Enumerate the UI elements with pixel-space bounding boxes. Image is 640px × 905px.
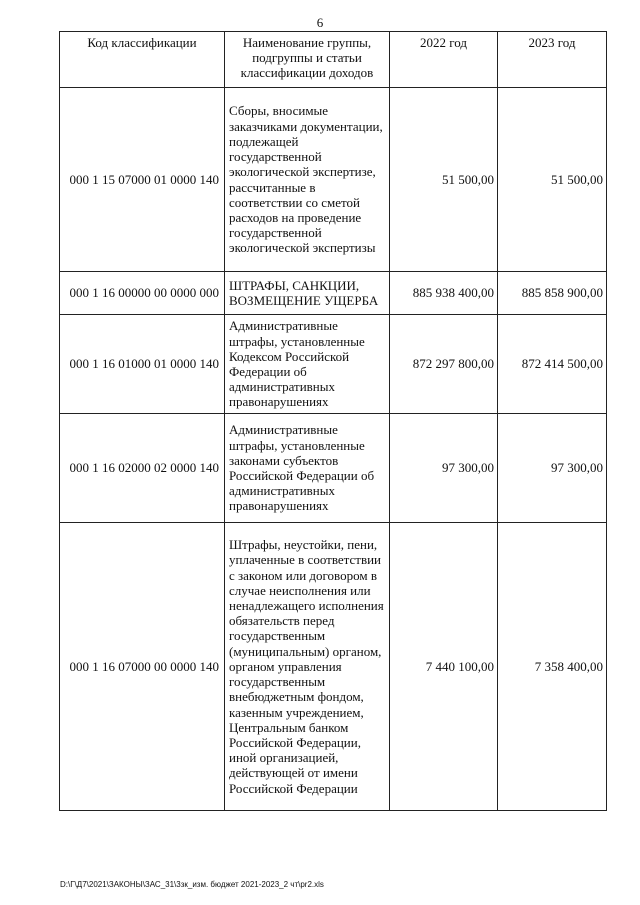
header-code: Код классификации	[60, 32, 225, 88]
row-value-2022: 885 938 400,00	[390, 272, 498, 315]
table-row	[60, 88, 607, 272]
file-path-footer: D:\Г\Д7\2021\ЗАКОНЫ\ЗАС_31\3зк_изм. бюджет 2021-2023_2 чт\pr2.xls	[60, 880, 324, 889]
row-code: 000 1 16 07000 00 0000 140	[60, 523, 225, 811]
row-value-2022: 51 500,00	[390, 88, 498, 272]
row-name: Сборы, вносимые заказчиками документации, подлежащей государственной экологической экспертизе, рассчитанные в соответствии со сметой расходов на проведение государственной экологической экспертизы	[225, 88, 390, 272]
row-code: 000 1 16 01000 01 0000 140	[60, 315, 225, 414]
header-year-2022: 2022 год	[390, 32, 498, 88]
row-name: Административные штрафы, установленные Кодексом Российской Федерации об административных правонарушениях	[225, 315, 390, 414]
row-name: Административные штрафы, установленные законами субъектов Российской Федерации об административных правонарушениях	[225, 414, 390, 523]
table-row	[60, 272, 607, 315]
row-name: ШТРАФЫ, САНКЦИИ, ВОЗМЕЩЕНИЕ УЩЕРБА	[225, 272, 390, 315]
row-value-2023: 97 300,00	[498, 414, 607, 523]
header-name: Наименование группы, подгруппы и статьи классификации доходов	[225, 32, 390, 88]
row-value-2023: 51 500,00	[498, 88, 607, 272]
row-value-2022: 97 300,00	[390, 414, 498, 523]
table-row	[60, 523, 607, 811]
row-code: 000 1 16 02000 02 0000 140	[60, 414, 225, 523]
row-value-2023: 885 858 900,00	[498, 272, 607, 315]
row-value-2022: 872 297 800,00	[390, 315, 498, 414]
revenue-table	[59, 31, 607, 811]
table-header-row	[60, 32, 607, 88]
row-name: Штрафы, неустойки, пени, уплаченные в соответствии с законом или договором в случае неисполнения или ненадлежащего исполнения обязательств перед государственным (муниципальным) органом, органом управления государственным внебюджетным фондом, казенным учреждением, Центральным банком Российской Федерации, иной организацией, действующей от имени Российской Федерации	[225, 523, 390, 811]
row-code: 000 1 16 00000 00 0000 000	[60, 272, 225, 315]
row-value-2022: 7 440 100,00	[390, 523, 498, 811]
row-code: 000 1 15 07000 01 0000 140	[60, 88, 225, 272]
page-number: 6	[316, 15, 324, 30]
table-row	[60, 414, 607, 523]
row-value-2023: 7 358 400,00	[498, 523, 607, 811]
header-year-2023: 2023 год	[498, 32, 607, 88]
table-row	[60, 315, 607, 414]
row-value-2023: 872 414 500,00	[498, 315, 607, 414]
